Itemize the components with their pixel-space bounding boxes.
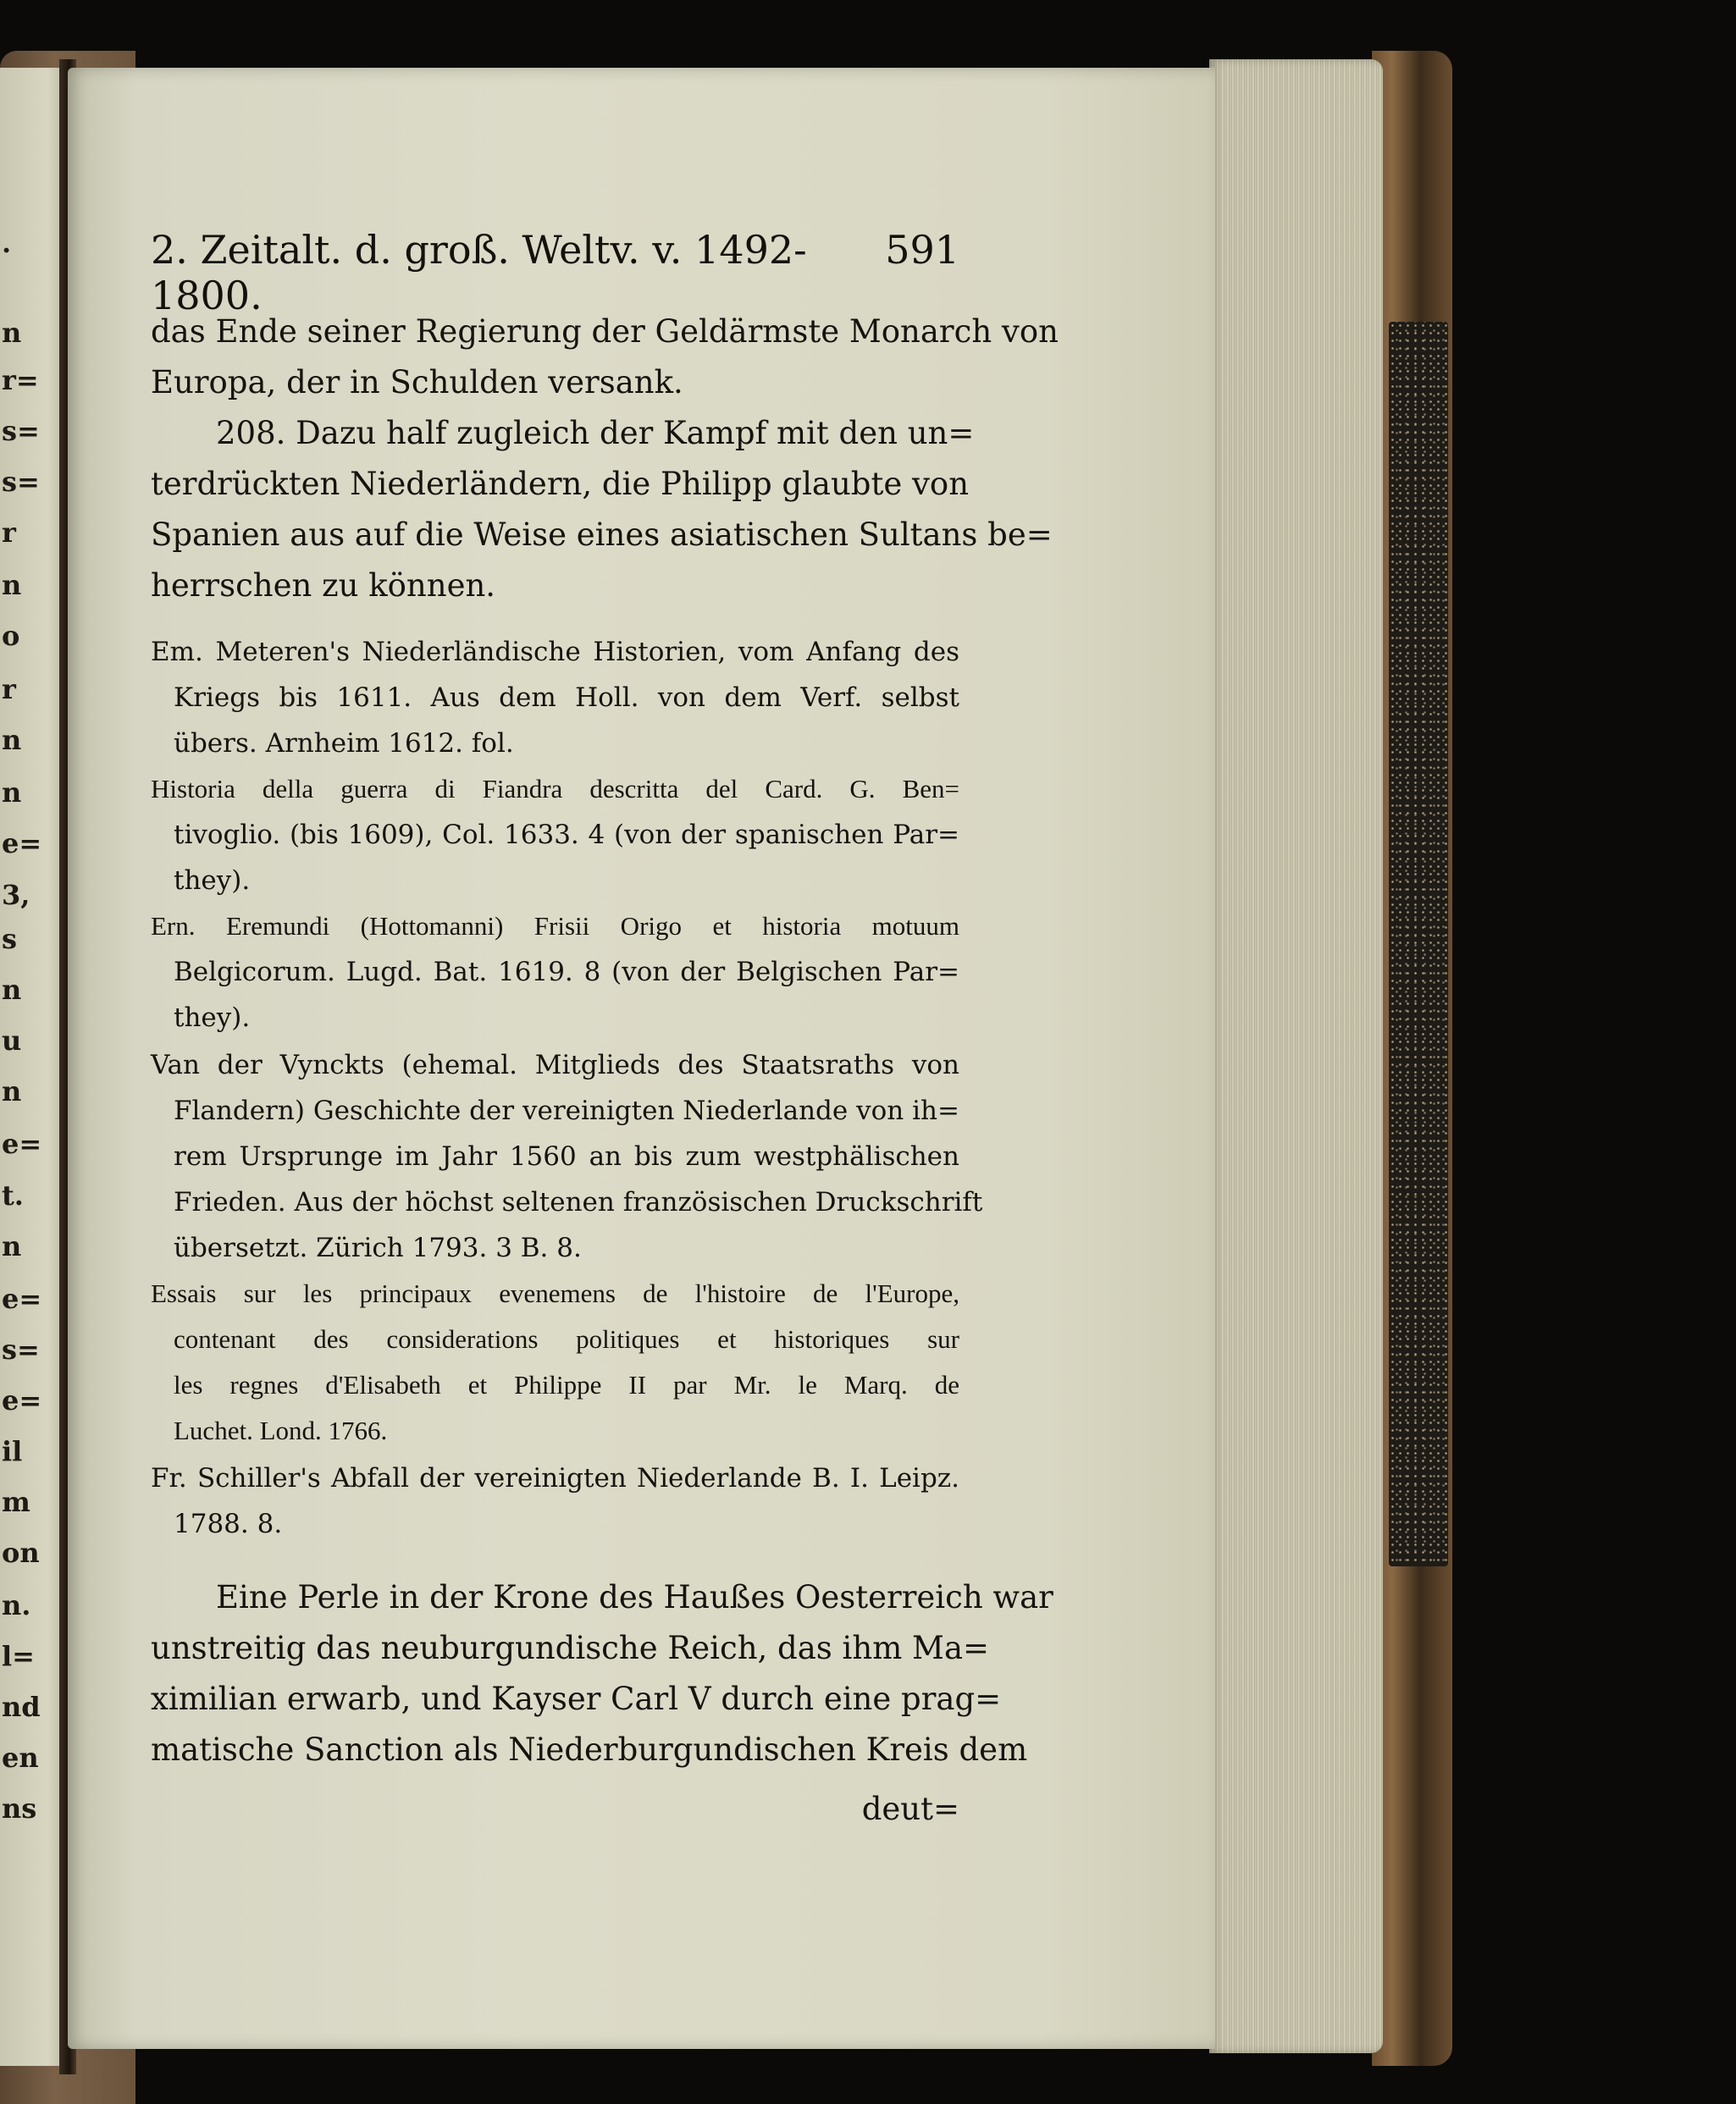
reference-line: les regnes d'Elisabeth et Philippe II par Mr. le Marq. de: [174, 1370, 959, 1400]
left-fragment: t.: [2, 1179, 24, 1212]
left-fragment: on: [2, 1537, 40, 1569]
left-fragment: r: [2, 673, 16, 705]
left-fragment: n: [2, 1230, 22, 1262]
left-fragment: n: [2, 317, 22, 349]
left-fragment: r=: [2, 364, 39, 396]
left-fragment: ns: [2, 1792, 37, 1825]
left-fragment: n: [2, 776, 22, 809]
reference-line: übers. Arnheim 1612. fol.: [174, 728, 514, 759]
left-fragment: e=: [2, 1128, 42, 1160]
running-title: 2. Zeitalt. d. groß. Weltv. v. 1492-1800.: [151, 227, 807, 318]
reference-line: rem Ursprunge im Jahr 1560 an bis zum westphälischen: [174, 1141, 959, 1172]
reference-line: Belgicorum. Lugd. Bat. 1619. 8 (von der Belgischen Par=: [174, 957, 959, 987]
reference-line: 1788. 8.: [174, 1509, 283, 1539]
reference-line: Kriegs bis 1611. Aus dem Holl. von dem Verf. selbst: [174, 682, 959, 713]
body-line: Spanien aus auf die Weise eines asiatischen Sultans be=: [151, 516, 1053, 553]
catchword: deut=: [861, 1791, 959, 1827]
reference-line: Flandern) Geschichte der vereinigten Niederlande von ih=: [174, 1096, 959, 1126]
reference-line: Historia della guerra di Fiandra descritta del Card. G. Ben=: [151, 774, 959, 803]
left-fragment: e=: [2, 1283, 42, 1315]
left-fragment: o: [2, 620, 20, 652]
body-line: terdrückten Niederländern, die Philipp glaubte von: [151, 466, 970, 502]
left-fragment: m: [2, 1486, 30, 1518]
left-fragment: e=: [2, 1384, 42, 1416]
page-edges: [1209, 59, 1383, 2053]
reference-line: Luchet. Lond. 1766.: [174, 1416, 388, 1445]
reference-line: übersetzt. Zürich 1793. 3 B. 8.: [174, 1233, 582, 1263]
left-fragment: nd: [2, 1691, 41, 1723]
body-line: Europa, der in Schulden versank.: [151, 364, 683, 400]
reference-line: they).: [174, 1002, 251, 1033]
left-fragment: s=: [2, 415, 40, 447]
left-fragment: u: [2, 1024, 22, 1057]
body-line: ximilian erwarb, und Kayser Carl V durch eine prag=: [151, 1681, 1002, 1717]
reference-line: they).: [174, 865, 251, 896]
left-fragment: 3,: [2, 879, 30, 911]
left-fragment: n: [2, 1075, 22, 1107]
left-fragment: r: [2, 516, 16, 549]
left-fragment: l=: [2, 1640, 35, 1672]
left-fragment: n: [2, 569, 22, 601]
reference-line: Essais sur les principaux evenemens de l'histoire de l'Europe,: [151, 1278, 959, 1308]
left-fragment: s: [2, 923, 18, 955]
body-line: Eine Perle in der Krone des Haußes Oesterreich war: [216, 1579, 1053, 1615]
left-fragment: s=: [2, 466, 40, 498]
left-fragment: n: [2, 724, 22, 756]
reference-line: contenant des considerations politiques et historiques sur: [174, 1324, 959, 1354]
left-fragment: il: [2, 1435, 23, 1467]
body-line: unstreitig das neuburgundische Reich, das ihm Ma=: [151, 1630, 990, 1666]
speckled-cover-paper: [1389, 322, 1448, 1566]
body-line: 208. Dazu half zugleich der Kampf mit den un=: [216, 415, 975, 451]
left-fragment: en: [2, 1742, 39, 1774]
left-fragment: n.: [2, 1589, 31, 1621]
left-fragment: s=: [2, 1334, 40, 1366]
reference-line: Fr. Schiller's Abfall der vereinigten Niederlande B. I. Leipz.: [151, 1463, 959, 1494]
left-fragment: n: [2, 974, 22, 1006]
body-line: das Ende seiner Regierung der Geldärmste Monarch von: [151, 313, 1059, 350]
left-fragment: .: [2, 227, 12, 259]
body-line: matische Sanction als Niederburgundischen Kreis dem: [151, 1731, 1028, 1768]
body-line: herrschen zu können.: [151, 567, 496, 604]
reference-line: tivoglio. (bis 1609), Col. 1633. 4 (von der spanischen Par=: [174, 820, 959, 850]
running-header: [151, 227, 959, 318]
reference-line: Frieden. Aus der höchst seltenen französischen Druckschrift: [174, 1187, 983, 1218]
reference-line: Ern. Eremundi (Hottomanni) Frisii Origo et historia motuum: [151, 911, 959, 941]
left-fragment: e=: [2, 827, 42, 859]
reference-line: Van der Vynckts (ehemal. Mitglieds des Staatsraths von: [151, 1050, 959, 1080]
reference-line: Em. Meteren's Niederländische Historien, vom Anfang des: [151, 637, 959, 667]
page-number: 591: [885, 227, 959, 273]
